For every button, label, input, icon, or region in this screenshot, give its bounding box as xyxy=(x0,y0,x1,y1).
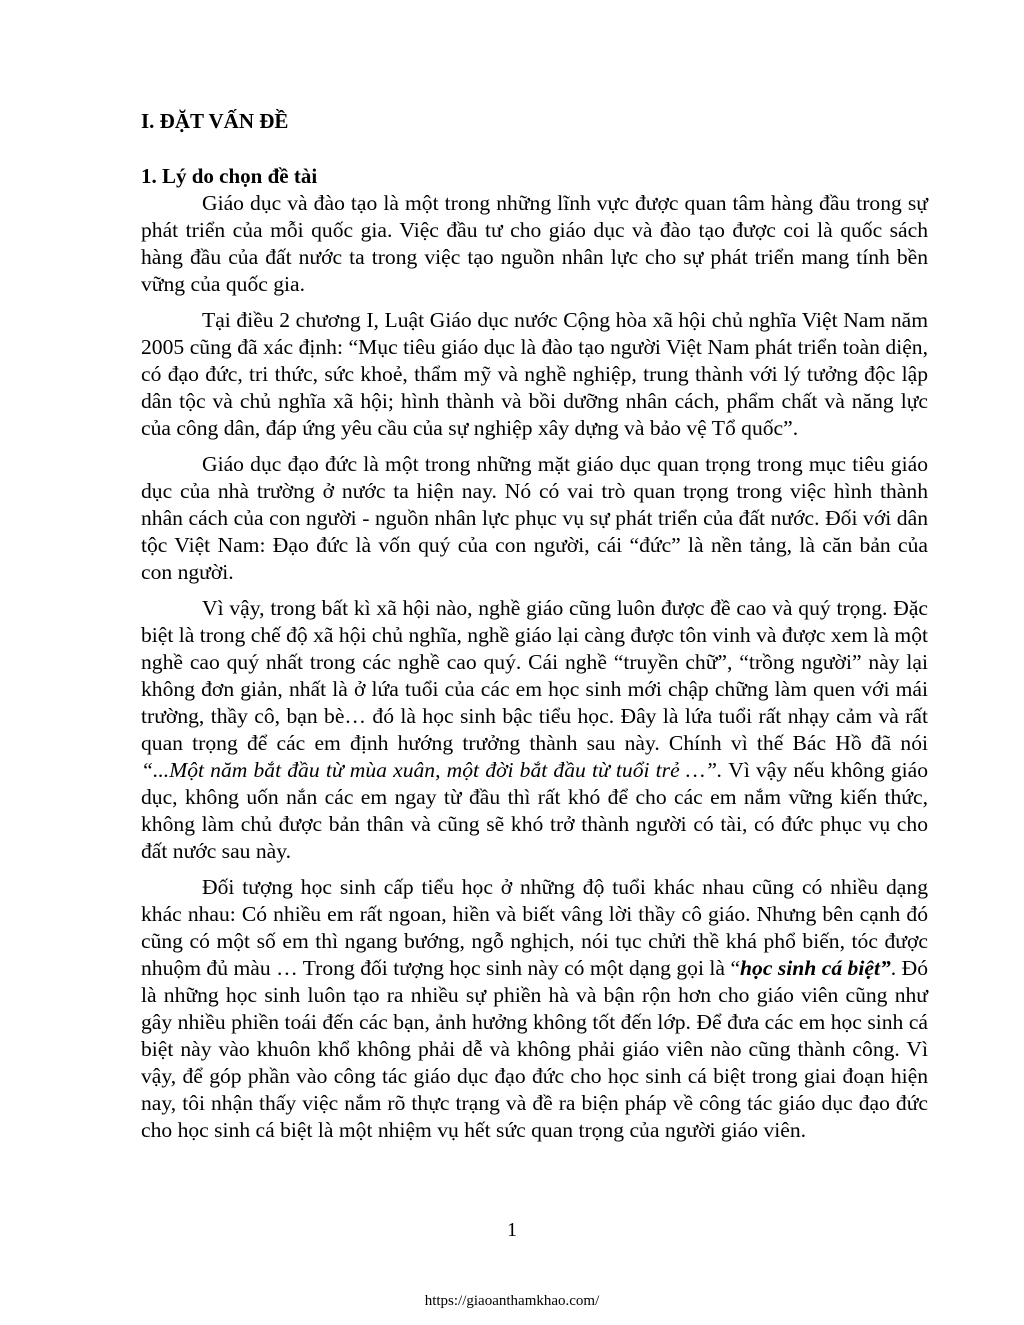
document-body xyxy=(141,108,928,1144)
paragraph-5-text-end: . Đó là những học sinh luôn tạo ra nhiều sự phiền hà và bận rộn hơn cho giáo viên cũng như gây nhiều phiền toái đến các bạn, ảnh hưởng không tốt đến lớp. Để đưa các em học sinh cá biệt này vào khuôn khổ không phải dễ và không phải giáo viên nào cũng thành công. Vì vậy, để góp phần vào công tác giáo dục đạo đức cho học sinh cá biệt trong giai đoạn hiện nay, tôi nhận thấy việc nắm rõ thực trạng và đề ra biện pháp về công tác giáo dục đạo đức cho học sinh cá biệt là một nhiệm vụ hết sức quan trọng của người giáo viên. xyxy=(141,956,928,1142)
paragraph-4-text-end: Vì vậy nếu không giáo dục, không uốn nắn các em ngay từ đầu thì rất khó để cho các em nắm vững kiến thức, không làm chủ được bản thân và cũng sẽ khó trở thành người có tài, có đức phục vụ cho đất nước sau này. xyxy=(141,758,928,863)
footer-url[interactable]: https://giaoanthamkhao.com/ xyxy=(424,1293,600,1309)
page-number: 1 xyxy=(507,1219,517,1241)
paragraph-3: Giáo dục đạo đức là một trong những mặt giáo dục quan trọng trong mục tiêu giáo dục của nhà trường ở nước ta hiện nay. Nó có vai trò quan trọng trong việc hình thành nhân cách của con người - nguồn nhân lực phục vụ sự phát triển của đất nước. Đối với dân tộc Việt Nam: Đạo đức là vốn quý của con người, cái “đức” là nền tảng, là căn bản của con người. xyxy=(141,452,928,584)
paragraph-5 xyxy=(141,874,928,1144)
section-heading: I. ĐẶT VẤN ĐỀ xyxy=(141,109,289,133)
paragraph-1: Giáo dục và đào tạo là một trong những lĩnh vực được quan tâm hàng đầu trong sự phát triển của mỗi quốc gia. Việc đầu tư cho giáo dục và đào tạo được coi là quốc sách hàng đầu của đất nước ta trong việc tạo nguồn nhân lực cho sự phát triển mang tính bền vững của quốc gia. xyxy=(141,191,928,296)
paragraph-4-text-start: Vì vậy, trong bất kì xã hội nào, nghề giáo cũng luôn được đề cao và quý trọng. Đặc biệt là trong chế độ xã hội chủ nghĩa, nghề giáo lại càng được tôn vinh và được xem là một nghề cao quý nhất trong các nghề cao quý. Cái nghề “truyền chữ”, “trồng người” này lại không đơn giản, nhất là ở lứa tuổi của các em học sinh mới chập chững làm quen với mái trường, thầy cô, bạn bè… đó là học sinh bậc tiểu học. Đây là lứa tuổi rất nhạy cảm và rất quan trọng để các em định hướng trưởng thành sau này. Chính vì thế Bác Hồ đã nói xyxy=(141,596,928,755)
sub-heading: 1. Lý do chọn đề tài xyxy=(141,164,318,188)
ho-chi-minh-quote: “...Một năm bắt đầu từ mùa xuân, một đời bắt đầu từ tuổi trẻ …”. xyxy=(141,758,723,782)
special-student-term: học sinh cá biệt” xyxy=(740,956,891,980)
paragraph-2: Tại điều 2 chương I, Luật Giáo dục nước Cộng hòa xã hội chủ nghĩa Việt Nam năm 2005 cũng đã xác định: “Mục tiêu giáo dục là đào tạo người Việt Nam phát triển toàn diện, có đạo đức, tri thức, sức khoẻ, thẩm mỹ và nghề nghiệp, trung thành với lý tưởng độc lập dân tộc và chủ nghĩa xã hội; hình thành và bồi dưỡng nhân cách, phẩm chất và năng lực của công dân, đáp ứng yêu cầu của sự nghiệp xây dựng và bảo vệ Tổ quốc”. xyxy=(141,308,928,440)
paragraph-5-text-start: Đối tượng học sinh cấp tiểu học ở những độ tuổi khác nhau cũng có nhiều dạng khác nhau: Có nhiều em rất ngoan, hiền và biết vâng lời thầy cô giáo. Nhưng bên cạnh đó cũng có một số em thì ngang bướng, ngỗ nghịch, nói tục chửi thề khá phổ biến, tóc được nhuộm đủ màu … Trong đối tượng học sinh này có một dạng gọi là “ xyxy=(141,875,928,980)
paragraph-4 xyxy=(141,595,928,865)
